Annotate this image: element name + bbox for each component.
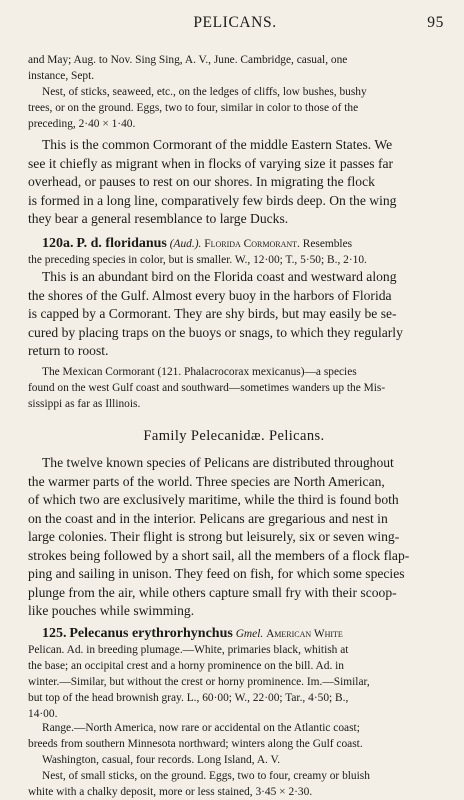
text-line: is formed in a long line, comparatively few birds deep. On the wing bbox=[28, 192, 397, 208]
text-line: and May; Aug. to Nov. Sing Sing, A. V., June. Cambridge, casual, one bbox=[28, 54, 348, 66]
running-head-title: PELICANS. bbox=[193, 14, 277, 31]
text-line: like pouches while swimming. bbox=[28, 603, 195, 618]
page-number: 95 bbox=[427, 14, 444, 31]
text-line: cured by placing traps on the buoys or snags, to which they regularly bbox=[28, 324, 403, 340]
text-line: plunge from the air, while others capture small fry with their scoop- bbox=[28, 584, 397, 600]
text-line: Pelican. Ad. in breeding plumage.—White, primaries black, whitish at bbox=[28, 644, 349, 656]
text-line: breeds from southern Minnesota northward; winters along the Gulf coast. bbox=[28, 738, 363, 750]
text-line: instance, Sept. bbox=[28, 70, 95, 82]
nest-eggs-block bbox=[28, 52, 440, 132]
text-fragment: Resembles bbox=[302, 238, 353, 250]
species-heading-line bbox=[28, 236, 440, 252]
cormorant-paragraph bbox=[28, 136, 440, 229]
text-line: Nest, of sticks, seaweed, etc., on the ledges of cliffs, low bushes, bushy bbox=[42, 86, 367, 98]
pelicans-paragraph bbox=[28, 454, 440, 621]
species-name: Pelecanus erythrorhynchus bbox=[69, 626, 233, 641]
text-line: on the coast and in the interior. Pelicans are gregarious and nest in bbox=[28, 510, 388, 526]
text-line: of which two are exclusively maritime, while the third is found both bbox=[28, 492, 399, 507]
text-line: found on the west Gulf coast and southward—sometimes wanders up the Mis- bbox=[28, 382, 386, 394]
text-line: strokes being followed by a short sail, all the members of a flock flap- bbox=[28, 547, 410, 563]
text-line: the shores of the Gulf. Almost every buoy in the harbors of Florida bbox=[28, 287, 392, 303]
text-line: ping and sailing in unison. They feed on fish, for which some species bbox=[28, 566, 405, 581]
species-entry-120a bbox=[28, 236, 440, 268]
species-name: P. d. floridanus bbox=[76, 236, 167, 251]
text-line: trees, or on the ground. Eggs, two to four, similar in color to those of the bbox=[28, 102, 359, 114]
family-heading: Family Pelecanidæ. Pelicans. bbox=[143, 428, 325, 444]
text-line: sissippi as far as Illinois. bbox=[28, 398, 141, 410]
text-line: winter.—Similar, but without the crest or horny prominence. Im.—Similar, bbox=[28, 676, 370, 688]
text-line: The Mexican Cormorant (121. Phalacrocorax mexicanus)—a species bbox=[42, 366, 357, 378]
text-line: see it chiefly as migrant when in flocks of varying size it passes far bbox=[28, 155, 394, 171]
text-line: the base; an occipital crest and a horny prominence on the bill. Ad. in bbox=[28, 660, 344, 672]
text-line: white with a chalky deposit, more or less stained, 3·45 × 2·30. bbox=[28, 786, 313, 798]
text-line: return to roost. bbox=[28, 343, 109, 358]
text-line: This is an abundant bird on the Florida coast and westward along bbox=[42, 269, 397, 284]
text-line: they bear a general resemblance to large Ducks. bbox=[28, 211, 289, 226]
text-line: Range.—North America, now rare or accidental on the Atlantic coast; bbox=[42, 722, 360, 734]
text-line: is capped by a Cormorant. They are shy birds, but may easily be se- bbox=[28, 306, 397, 321]
species-number: 125. bbox=[42, 626, 67, 641]
text-line: but top of the head brownish gray. L., 60·00; W., 22·00; Tar., 4·50; B., bbox=[28, 692, 349, 704]
mexican-cormorant-note bbox=[28, 364, 440, 412]
running-header bbox=[26, 14, 444, 34]
text-line: overhead, or pauses to rest on our shores. In migrating the flock bbox=[28, 174, 375, 189]
text-line: the warmer parts of the world. Three species are North American, bbox=[28, 473, 385, 489]
text-line: Washington, casual, four records. Long Island, A. V. bbox=[42, 754, 281, 766]
text-line: the preceding species in color, but is smaller. W., 12·00; T., 5·50; B., 2·10. bbox=[28, 254, 367, 266]
common-name: Florida Cormorant. bbox=[204, 238, 300, 250]
species-authority: Gmel. bbox=[235, 628, 264, 640]
text-line: This is the common Cormorant of the middle Eastern States. We bbox=[42, 137, 393, 152]
text-line: Nest, of small sticks, on the ground. Eggs, two to four, creamy or bluish bbox=[42, 770, 370, 782]
species-authority: (Aud.). bbox=[169, 238, 202, 250]
florida-cormorant-paragraph bbox=[28, 268, 440, 361]
text-line: preceding, 2·40 × 1·40. bbox=[28, 118, 136, 130]
text-line: The twelve known species of Pelicans are distributed throughout bbox=[42, 455, 394, 470]
text-line: 14·00. bbox=[28, 708, 58, 720]
species-number: 120a. bbox=[42, 236, 74, 251]
species-entry-125 bbox=[28, 626, 440, 722]
common-name: American White bbox=[266, 628, 343, 640]
species-heading-line bbox=[28, 626, 440, 642]
text-line: large colonies. Their flight is strong but leisurely, six or seven wing- bbox=[28, 529, 400, 544]
range-nest-block bbox=[28, 720, 440, 800]
